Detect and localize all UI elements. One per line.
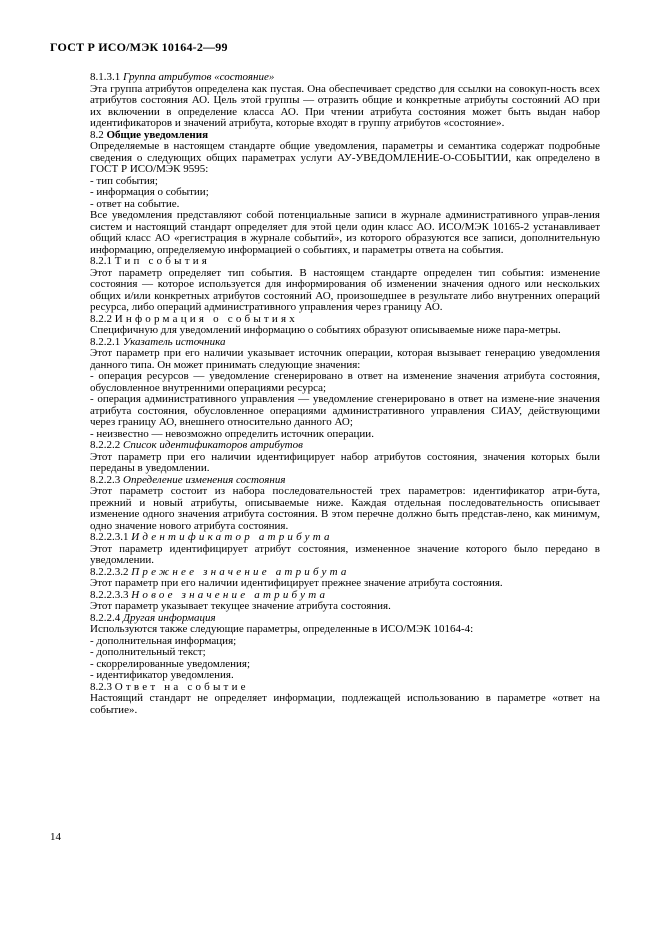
section-number: 8.2.2.1 xyxy=(90,335,121,348)
list-item: Этот параметр указывает текущее значение атрибута состояния. xyxy=(90,600,391,612)
document-header: ГОСТ Р ИСО/МЭК 10164-2—99 xyxy=(50,40,228,54)
list-item: Используются также следующие параметры, определенные в ИСО/МЭК 10164-4: xyxy=(90,623,474,635)
paragraph: Настоящий стандарт не определяет информации, подлежащей использованию в параметре «ответ на событие». xyxy=(90,692,600,716)
section-title: Указатель источника xyxy=(123,335,226,348)
section-heading xyxy=(90,532,600,544)
list-item: - ответ на событие. xyxy=(90,197,180,210)
paragraph: Этот параметр при его наличии идентифицирует набор атрибутов состояния, значения которых были переданы в уведомлении. xyxy=(90,450,600,474)
section-title: Информация о событиях xyxy=(114,312,298,325)
section-heading xyxy=(90,256,600,268)
section-number: 8.2 xyxy=(90,128,104,141)
paragraph: Специфичную для уведомлений информацию о событиях образуют описываемые ниже пара-метры. xyxy=(90,324,561,336)
list-item: - неизвестно — невозможно определить источник операции. xyxy=(90,427,374,440)
section-number: 8.2.2.3.3 xyxy=(90,588,129,601)
list-item: - идентификатор уведомления. xyxy=(90,669,234,681)
section-title: Общие уведомления xyxy=(106,128,209,141)
section-number: 8.2.2 xyxy=(90,312,112,325)
paragraph: Этот параметр состоит из набора последовательностей трех параметров: идентификатор атри-бута, прежний и новый атрибуты, описываемые ниже. Каждая отдельная последовательность описывает изменение одного значения атрибута состояния. В этом перечне должно быть представ-лено, как минимум, одно значение нового атрибута состояния. xyxy=(90,485,600,532)
section-title: Ответ на событие xyxy=(114,680,249,693)
section-title: Другая информация xyxy=(123,611,216,624)
list-item: - дополнительная информация; xyxy=(90,634,237,647)
section-heading xyxy=(90,440,600,452)
paragraph: Этот параметр определяет тип события. В настоящем стандарте определен тип события: изменение состояния — которое используется для информирования об изменении значения одного или нескольких общих и/или конкретных атрибутов состояний АО, произошедшее в результате либо внутренних операций ресурса, либо операций административного управления через границу АО. xyxy=(90,266,600,313)
section-title: Определение изменения состояния xyxy=(123,473,286,486)
section-number: 8.2.2.2 xyxy=(90,439,121,451)
section-title: Прежнее значение атрибута xyxy=(131,565,350,578)
document-body xyxy=(90,72,600,716)
paragraph: Этот параметр идентифицирует атрибут состояния, измененное значение которого было передано в уведомлении. xyxy=(90,542,600,566)
paragraph: Этот параметр при его наличии указывает источник операции, которая вызывает генерацию уведомления данного типа. Он может принимать следующие значения: xyxy=(90,347,600,371)
paragraph: Все уведомления представляют собой потенциальные записи в журнале административного управ-ления систем и настоящий стандарт определяет для этой цели один класс АО. ИСО/МЭК 10165-2 устанавливает общий класс АО «регистрация в журнале событий», из которого образуются все записи, дополнительную информацию, определяемую информацией о событиях, и параметры ответа на события. xyxy=(90,209,600,256)
section-heading xyxy=(90,72,600,84)
section-title: Новое значение атрибута xyxy=(131,588,329,601)
list-item: - скоррелированные уведомления; xyxy=(90,657,251,670)
section-number: 8.2.2.3.2 xyxy=(90,565,129,578)
section-number: 8.2.2.3 xyxy=(90,473,121,486)
paragraph: Эта группа атрибутов определена как пустая. Она обеспечивает средство для ссылки на совокуп-ность всех атрибутов состояния АО. Цель этой группы — отразить общие и конкретные атрибуты состояний АО при их включении в определение класса АО. При чтении атрибута состояния может быть выдан набор идентификаторов и значений атрибута, которые входят в группу атрибутов «состояние». xyxy=(90,82,600,129)
section-title: Идентификатор атрибута xyxy=(131,531,333,543)
list-item: - информация о событии; xyxy=(90,186,209,198)
page-number: 14 xyxy=(50,831,61,843)
paragraph: Определяемые в настоящем стандарте общие уведомления, параметры и семантика содержат подробные сведения о следующих общих параметрах услуги АУ-УВЕДОМЛЕНИЕ-О-СОБЫТИИ, как определено в ГОСТ Р ИСО/МЭК 9595: xyxy=(90,140,600,175)
list-item: - дополнительный текст; xyxy=(90,646,206,658)
paragraph: - операция ресурсов — уведомление сгенерировано в ответ на изменение значения атрибута состояния, обусловленное внутренними операциями ресурса; xyxy=(90,370,600,394)
section-number: 8.2.1 xyxy=(90,255,112,267)
section-title: Группа атрибутов «состояние» xyxy=(123,71,275,83)
section-number: 8.2.2.3.1 xyxy=(90,531,129,543)
list-item: Этот параметр при его наличии идентифицирует прежнее значение атрибута состояния. xyxy=(90,577,503,589)
list-item: - тип события; xyxy=(90,174,158,187)
paragraph: - операция административного управления — уведомление сгенерировано в ответ на измене-ние значения атрибута состояния, обусловленное операциями административного управления СИАУ, действующими через границу АО, внешнего относительно данного АО; xyxy=(90,393,600,428)
section-title: Список идентификаторов атрибутов xyxy=(123,439,303,451)
section-number: 8.2.2.4 xyxy=(90,611,121,624)
section-number: 8.2.3 xyxy=(90,680,112,693)
section-title: Тип события xyxy=(114,255,211,267)
section-number: 8.1.3.1 xyxy=(90,71,121,83)
